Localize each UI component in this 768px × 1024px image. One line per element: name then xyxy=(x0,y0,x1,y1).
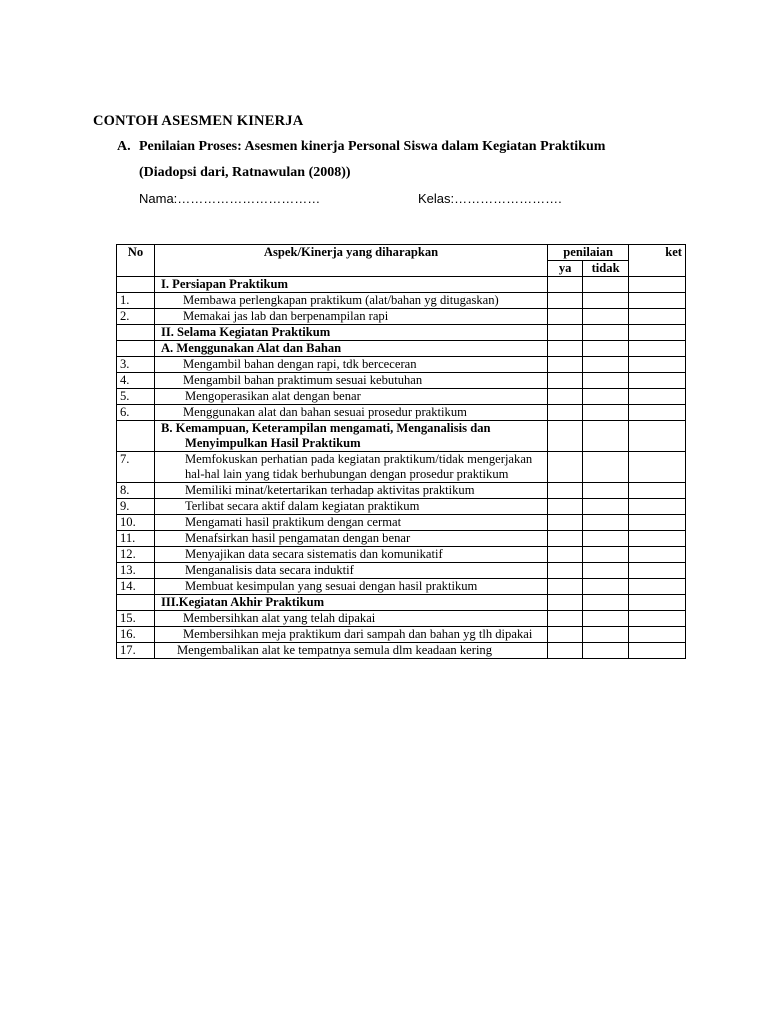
tidak-cell[interactable] xyxy=(583,341,629,357)
tidak-cell[interactable] xyxy=(583,325,629,341)
row-text: Membersihkan alat yang telah dipakai xyxy=(154,611,547,627)
row-number: 8. xyxy=(117,483,155,499)
row-number: 14. xyxy=(117,579,155,595)
header-no: No xyxy=(117,245,155,277)
row-text: Membuat kesimpulan yang sesuai dengan hasil praktikum xyxy=(154,579,547,595)
ket-cell[interactable] xyxy=(629,611,686,627)
ya-cell[interactable] xyxy=(548,595,583,611)
row-text: Menggunakan alat dan bahan sesuai prosedur praktikum xyxy=(154,405,547,421)
table-cell xyxy=(117,277,155,293)
ket-cell[interactable] xyxy=(629,405,686,421)
row-number: 16. xyxy=(117,627,155,643)
row-number: 9. xyxy=(117,499,155,515)
row-number: 6. xyxy=(117,405,155,421)
tidak-cell[interactable] xyxy=(583,483,629,499)
ket-cell[interactable] xyxy=(629,293,686,309)
ya-cell[interactable] xyxy=(548,405,583,421)
row-text: Menganalisis data secara induktif xyxy=(154,563,547,579)
ket-cell[interactable] xyxy=(629,325,686,341)
row-number: 3. xyxy=(117,357,155,373)
ket-cell[interactable] xyxy=(629,563,686,579)
ya-cell[interactable] xyxy=(548,483,583,499)
tidak-cell[interactable] xyxy=(583,643,629,659)
table-row xyxy=(117,483,686,499)
ya-cell[interactable] xyxy=(548,452,583,483)
row-text: Menyajikan data secara sistematis dan komunikatif xyxy=(154,547,547,563)
table-row xyxy=(117,405,686,421)
table-cell xyxy=(117,595,155,611)
table-row xyxy=(117,531,686,547)
document-title: CONTOH ASESMEN KINERJA xyxy=(93,113,304,129)
tidak-cell[interactable] xyxy=(583,531,629,547)
row-number: 2. xyxy=(117,309,155,325)
ya-cell[interactable] xyxy=(548,293,583,309)
row-text: Mengambil bahan dengan rapi, tdk berceceran xyxy=(154,357,547,373)
tidak-cell[interactable] xyxy=(583,293,629,309)
row-number: 15. xyxy=(117,611,155,627)
ya-cell[interactable] xyxy=(548,373,583,389)
ya-cell[interactable] xyxy=(548,547,583,563)
row-number: 4. xyxy=(117,373,155,389)
table-row xyxy=(117,293,686,309)
nama-field: Nama:…………………………… xyxy=(139,191,321,206)
table-row xyxy=(117,515,686,531)
row-text: Memakai jas lab dan berpenampilan rapi xyxy=(154,309,547,325)
row-text: Memfokuskan perhatian pada kegiatan praktikum/tidak mengerjakan hal-hal lain yang tidak berhubungan dengan prosedur praktikum xyxy=(154,452,547,483)
row-number: 13. xyxy=(117,563,155,579)
ket-cell[interactable] xyxy=(629,531,686,547)
tidak-cell[interactable] xyxy=(583,452,629,483)
tidak-cell[interactable] xyxy=(583,515,629,531)
header-penilaian: penilaian xyxy=(548,245,629,261)
kelas-field: Kelas:……………………. xyxy=(418,191,562,206)
section-heading xyxy=(117,139,605,155)
section-row xyxy=(117,341,686,357)
table-header-row xyxy=(117,245,686,261)
table-row xyxy=(117,357,686,373)
section-letter: A. xyxy=(117,139,131,154)
tidak-cell[interactable] xyxy=(583,421,629,452)
tidak-cell[interactable] xyxy=(583,547,629,563)
ket-cell[interactable] xyxy=(629,452,686,483)
table-row xyxy=(117,499,686,515)
table-row xyxy=(117,547,686,563)
header-tidak: tidak xyxy=(583,261,629,277)
tidak-cell[interactable] xyxy=(583,499,629,515)
section-persiapan: I. Persiapan Praktikum xyxy=(154,277,547,293)
section-row xyxy=(117,325,686,341)
ket-cell[interactable] xyxy=(629,357,686,373)
subsection-kemampuan: B. Kemampuan, Keterampilan mengamati, Menganalisis dan Menyimpulkan Hasil Praktikum xyxy=(154,421,547,452)
row-number: 12. xyxy=(117,547,155,563)
tidak-cell[interactable] xyxy=(583,563,629,579)
row-text: Terlibat secara aktif dalam kegiatan praktikum xyxy=(154,499,547,515)
ya-cell[interactable] xyxy=(548,357,583,373)
row-text: Membawa perlengkapan praktikum (alat/bahan yg ditugaskan) xyxy=(154,293,547,309)
ket-cell[interactable] xyxy=(629,341,686,357)
row-number: 7. xyxy=(117,452,155,483)
ya-cell[interactable] xyxy=(548,499,583,515)
table-row xyxy=(117,389,686,405)
table-cell xyxy=(117,341,155,357)
tidak-cell[interactable] xyxy=(583,277,629,293)
ya-cell[interactable] xyxy=(548,627,583,643)
ket-cell[interactable] xyxy=(629,389,686,405)
table-cell xyxy=(117,325,155,341)
table-row xyxy=(117,373,686,389)
ya-cell[interactable] xyxy=(548,325,583,341)
ya-cell[interactable] xyxy=(548,563,583,579)
ket-cell[interactable] xyxy=(629,579,686,595)
section-row xyxy=(117,421,686,452)
section-row xyxy=(117,277,686,293)
ket-cell[interactable] xyxy=(629,515,686,531)
subsection-alat-bahan: A. Menggunakan Alat dan Bahan xyxy=(154,341,547,357)
tidak-cell[interactable] xyxy=(583,373,629,389)
header-aspek: Aspek/Kinerja yang diharapkan xyxy=(154,245,547,277)
table-row xyxy=(117,579,686,595)
row-number: 10. xyxy=(117,515,155,531)
ya-cell[interactable] xyxy=(548,579,583,595)
ket-cell[interactable] xyxy=(629,483,686,499)
table-row xyxy=(117,563,686,579)
tidak-cell[interactable] xyxy=(583,389,629,405)
table-row xyxy=(117,309,686,325)
row-text: Membersihkan meja praktikum dari sampah dan bahan yg tlh dipakai xyxy=(154,627,547,643)
ket-cell[interactable] xyxy=(629,643,686,659)
ya-cell[interactable] xyxy=(548,389,583,405)
section-row xyxy=(117,595,686,611)
row-number: 5. xyxy=(117,389,155,405)
ket-cell[interactable] xyxy=(629,421,686,452)
table-row xyxy=(117,643,686,659)
row-text: Memiliki minat/ketertarikan terhadap aktivitas praktikum xyxy=(154,483,547,499)
ya-cell[interactable] xyxy=(548,515,583,531)
ket-cell[interactable] xyxy=(629,627,686,643)
header-ya: ya xyxy=(548,261,583,277)
tidak-cell[interactable] xyxy=(583,405,629,421)
tidak-cell[interactable] xyxy=(583,309,629,325)
tidak-cell[interactable] xyxy=(583,611,629,627)
section-selama: II. Selama Kegiatan Praktikum xyxy=(154,325,547,341)
ket-cell[interactable] xyxy=(629,373,686,389)
row-number: 17. xyxy=(117,643,155,659)
ya-cell[interactable] xyxy=(548,309,583,325)
ket-cell[interactable] xyxy=(629,277,686,293)
tidak-cell[interactable] xyxy=(583,357,629,373)
table-row xyxy=(117,611,686,627)
table-cell xyxy=(117,421,155,452)
table-row xyxy=(117,452,686,483)
row-text: Mengamati hasil praktikum dengan cermat xyxy=(154,515,547,531)
row-text: Mengembalikan alat ke tempatnya semula dlm keadaan kering xyxy=(154,643,547,659)
tidak-cell[interactable] xyxy=(583,595,629,611)
ket-cell[interactable] xyxy=(629,595,686,611)
assessment-table xyxy=(116,244,686,659)
source-note: (Diadopsi dari, Ratnawulan (2008)) xyxy=(139,165,351,180)
table-row xyxy=(117,627,686,643)
ket-cell[interactable] xyxy=(629,499,686,515)
row-number: 11. xyxy=(117,531,155,547)
ya-cell[interactable] xyxy=(548,611,583,627)
ya-cell[interactable] xyxy=(548,421,583,452)
row-text: Menafsirkan hasil pengamatan dengan benar xyxy=(154,531,547,547)
ya-cell[interactable] xyxy=(548,277,583,293)
row-text: Mengoperasikan alat dengan benar xyxy=(154,389,547,405)
ya-cell[interactable] xyxy=(548,643,583,659)
section-akhir: III.Kegiatan Akhir Praktikum xyxy=(154,595,547,611)
tidak-cell[interactable] xyxy=(583,579,629,595)
ya-cell[interactable] xyxy=(548,341,583,357)
ya-cell[interactable] xyxy=(548,531,583,547)
ket-cell[interactable] xyxy=(629,309,686,325)
tidak-cell[interactable] xyxy=(583,627,629,643)
ket-cell[interactable] xyxy=(629,547,686,563)
section-title: Penilaian Proses: Asesmen kinerja Personal Siswa dalam Kegiatan Praktikum xyxy=(139,139,606,154)
row-number: 1. xyxy=(117,293,155,309)
row-text: Mengambil bahan praktimum sesuai kebutuhan xyxy=(154,373,547,389)
header-ket: ket xyxy=(629,245,686,277)
